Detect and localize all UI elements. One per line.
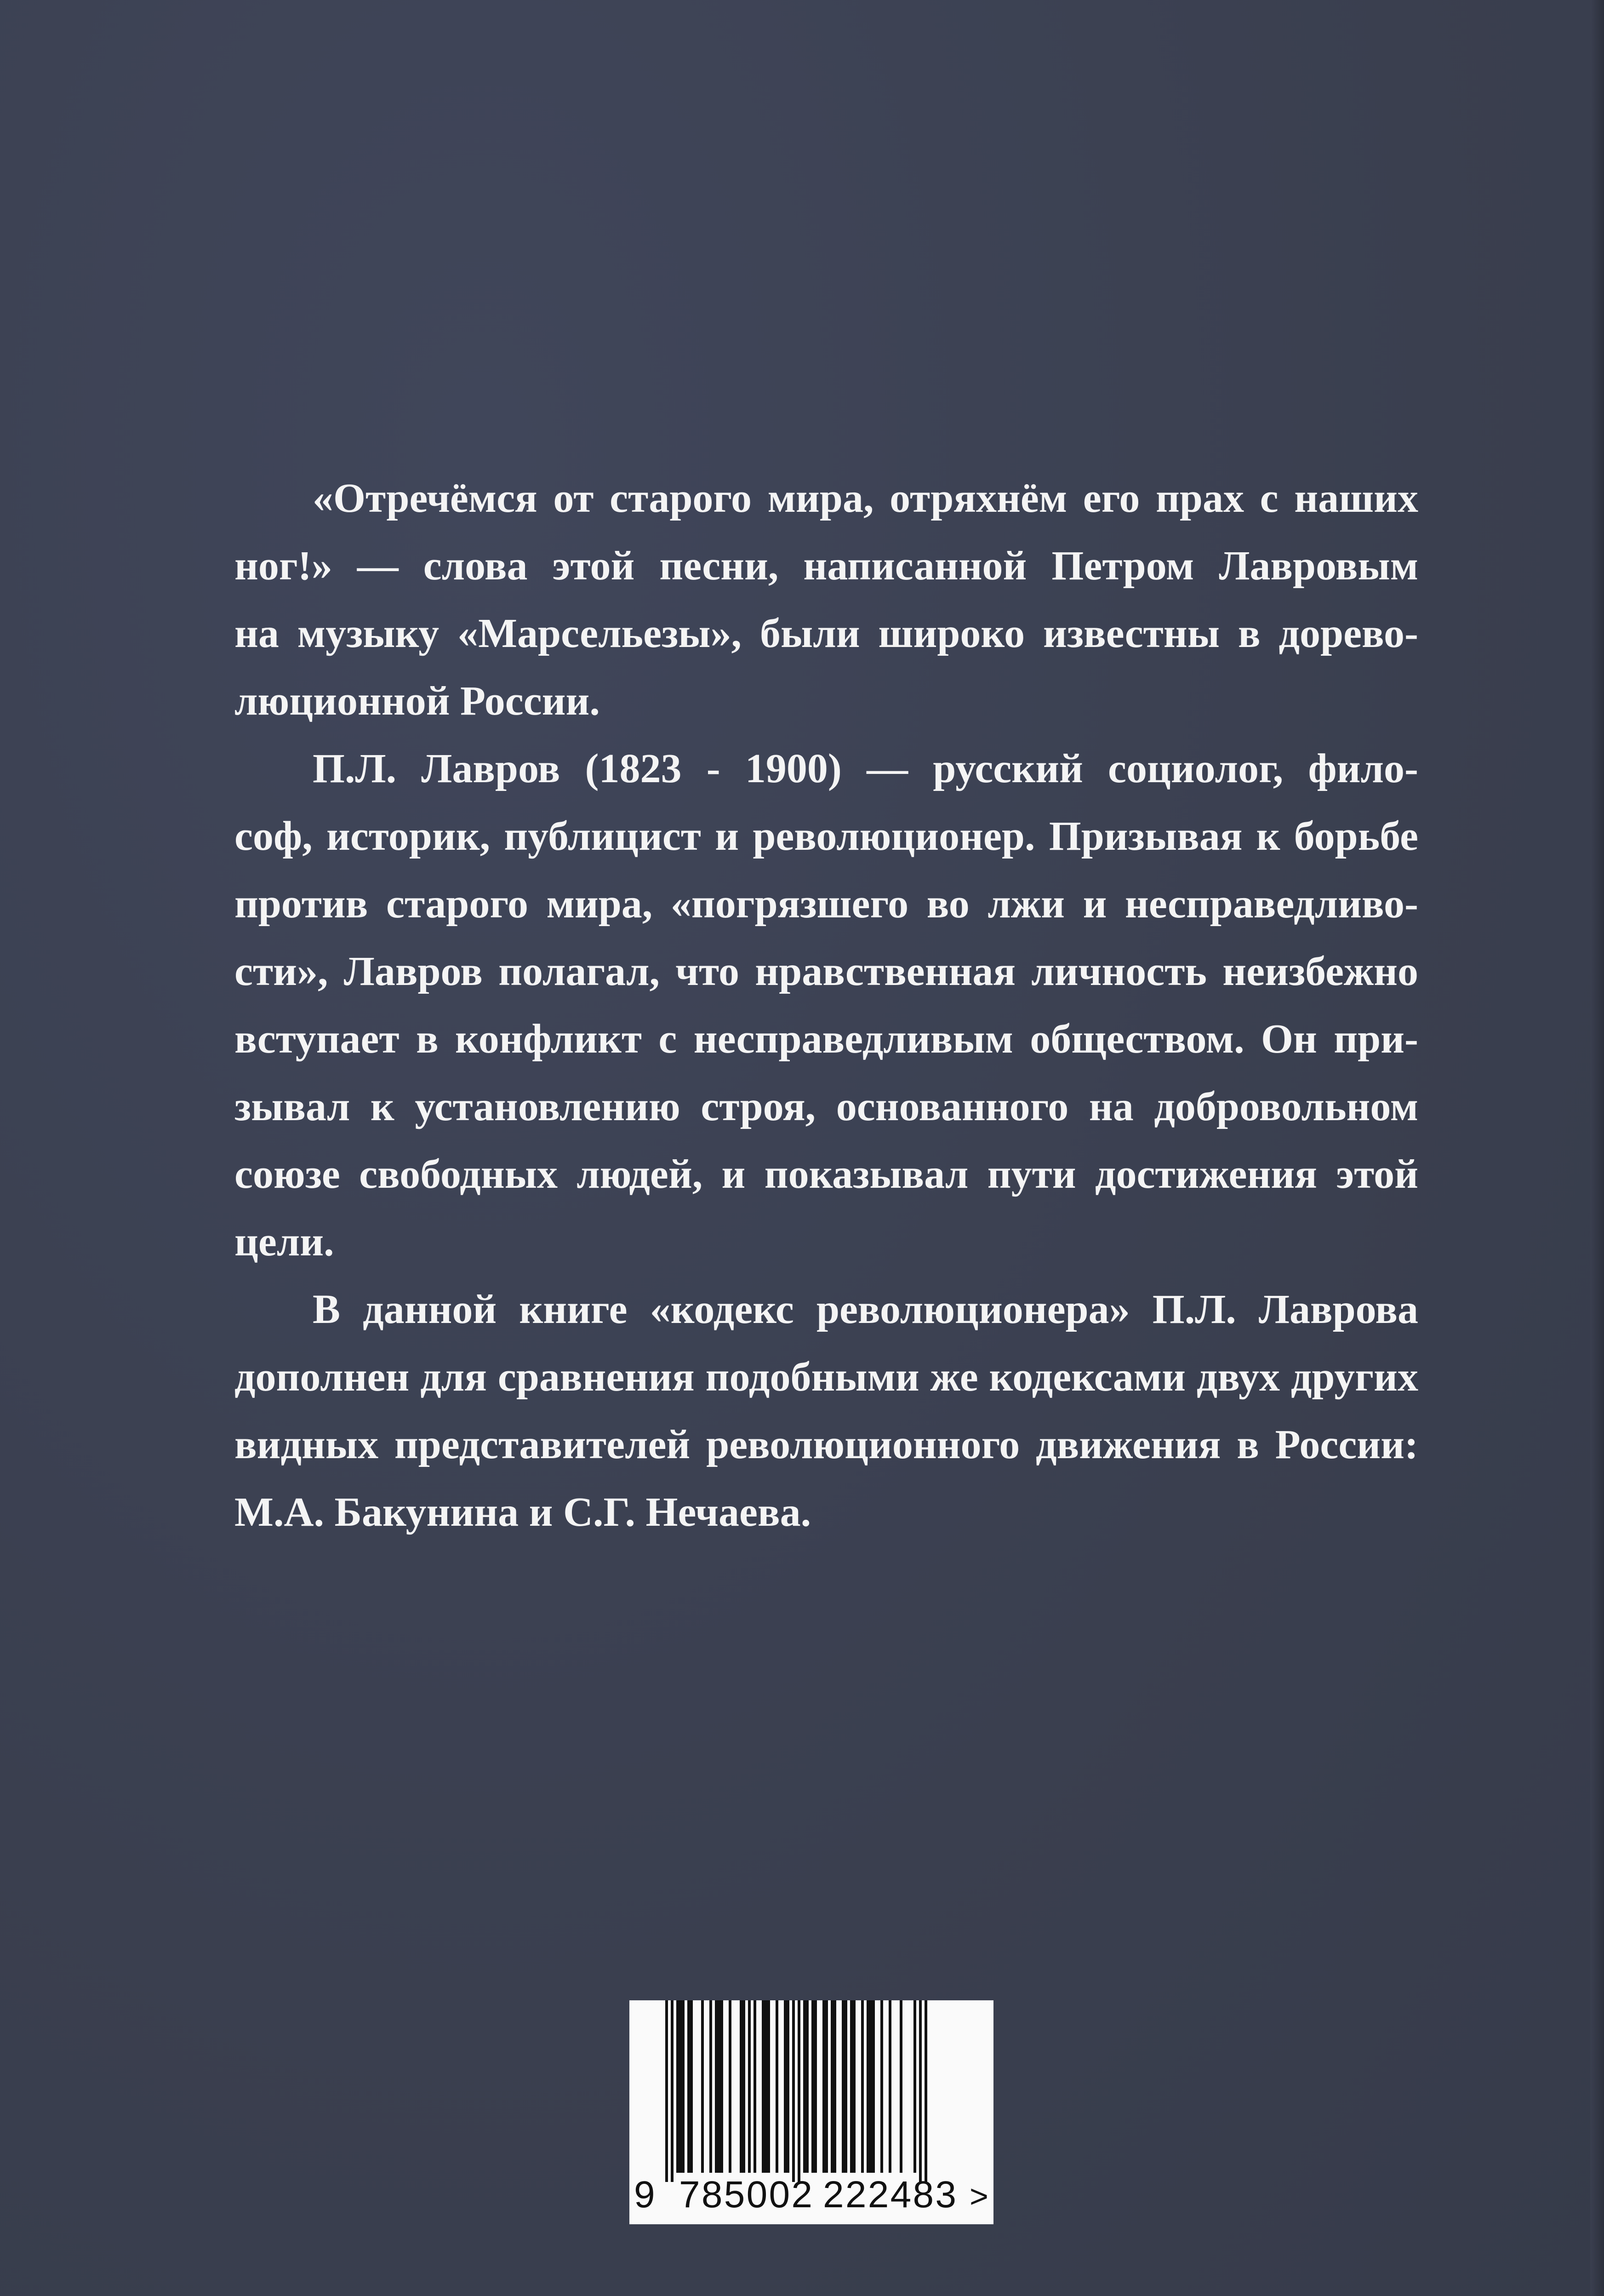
barcode-bar: [740, 2000, 742, 2173]
barcode-bar: [787, 2000, 789, 2173]
barcode-bar: [690, 2000, 693, 2173]
barcode-bar: [742, 2000, 745, 2173]
barcode-bar: [701, 2000, 704, 2173]
barcode-bar: [792, 2000, 795, 2182]
cover-edge: [1590, 0, 1604, 2296]
paragraph-3-line: М.А. Бакунина и С.Г. Нечаева.: [234, 1489, 811, 1535]
paragraph-1-line: люционной России.: [234, 678, 600, 724]
barcode-bar: [872, 2000, 875, 2173]
barcode-bar: [665, 2000, 668, 2182]
paragraph-3-line: видных представителей революционного движения в России:: [234, 1422, 1418, 1467]
barcode-bar: [867, 2000, 869, 2173]
barcode-bar: [679, 2000, 682, 2173]
barcode-bar: [833, 2000, 836, 2173]
back-cover-annotation: [234, 464, 1418, 1546]
barcode-left-group: 785002: [679, 2174, 812, 2216]
barcode-bar: [671, 2000, 674, 2182]
barcode-bar: [715, 2000, 718, 2173]
barcode-bar: [822, 2000, 825, 2173]
barcode-bar: [825, 2000, 828, 2173]
isbn-barcode: [629, 2000, 993, 2224]
barcode-bar: [709, 2000, 712, 2173]
paragraph-3-line: дополнен для сравнения подобными же кодексами двух других: [234, 1354, 1418, 1400]
paragraph-2-line: против старого мира, «погрязшего во лжи и несправедливо-: [234, 881, 1418, 927]
paragraph-2-line: П.Л. Лавров (1823 - 1900) — русский социолог, фило-: [313, 746, 1418, 791]
barcode-bar: [845, 2000, 847, 2173]
barcode-bar: [718, 2000, 720, 2173]
barcode-bars: [629, 2000, 993, 2224]
barcode-bar: [919, 2000, 922, 2182]
paragraph-2-line: цели.: [234, 1219, 334, 1265]
barcode-bar: [748, 2000, 751, 2173]
barcode-bar: [913, 2000, 916, 2173]
barcode-bar: [850, 2000, 853, 2173]
barcode-bar: [831, 2000, 833, 2173]
paragraph-1-line: ног!» — слова этой песни, написанной Петром Лавровым: [234, 543, 1418, 589]
barcode-bar: [784, 2000, 787, 2173]
paragraph-1-line: «Отречёмся от старого мира, отряхнём его прах с наших: [313, 475, 1418, 521]
paragraph-2-line: зывал к установлению строя, основанного на добровольном: [234, 1084, 1418, 1129]
barcode-bar: [762, 2000, 765, 2173]
barcode-bar: [900, 2000, 902, 2173]
paragraph-2-line: соф, историк, публицист и революционер. Призывая к борьбе: [234, 813, 1418, 859]
barcode-bar: [676, 2000, 679, 2173]
barcode-bar: [861, 2000, 864, 2173]
barcode-bar: [765, 2000, 767, 2173]
paragraph-1-line: на музыку «Марсельезы», были широко известны в дорево-: [234, 611, 1418, 656]
barcode-bar: [811, 2000, 814, 2173]
barcode-lead-digit: 9: [634, 2174, 655, 2216]
barcode-right-group: 222483: [823, 2174, 956, 2216]
barcode-bar: [925, 2000, 927, 2182]
paragraph-2-line: союзе свободных людей, и показывал пути достижения этой: [234, 1151, 1418, 1197]
paragraph-2-line: вступает в конфликт с несправедливым обществом. Он при-: [234, 1016, 1418, 1062]
barcode-bar: [798, 2000, 800, 2182]
barcode-bar: [776, 2000, 778, 2173]
barcode-bar: [806, 2000, 809, 2173]
barcode-bar: [803, 2000, 806, 2173]
barcode-bar: [682, 2000, 685, 2173]
barcode-bar: [880, 2000, 883, 2173]
barcode-bar: [889, 2000, 891, 2173]
barcode-bar: [767, 2000, 770, 2173]
barcode-bar: [729, 2000, 731, 2173]
barcode-bar: [687, 2000, 690, 2173]
barcode-arrow-mark: >: [970, 2178, 988, 2214]
barcode-bar: [720, 2000, 723, 2173]
paragraph-3-line: В данной книге «кодекс революционера» П.Л. Лаврова: [313, 1287, 1418, 1332]
paragraph-2-line: сти», Лавров полагал, что нравственная личность неизбежно: [234, 949, 1418, 994]
barcode-bar: [853, 2000, 856, 2173]
barcode-bar: [814, 2000, 817, 2173]
barcode-bar: [842, 2000, 845, 2173]
barcode-bar: [869, 2000, 872, 2173]
barcode-bar: [753, 2000, 756, 2173]
